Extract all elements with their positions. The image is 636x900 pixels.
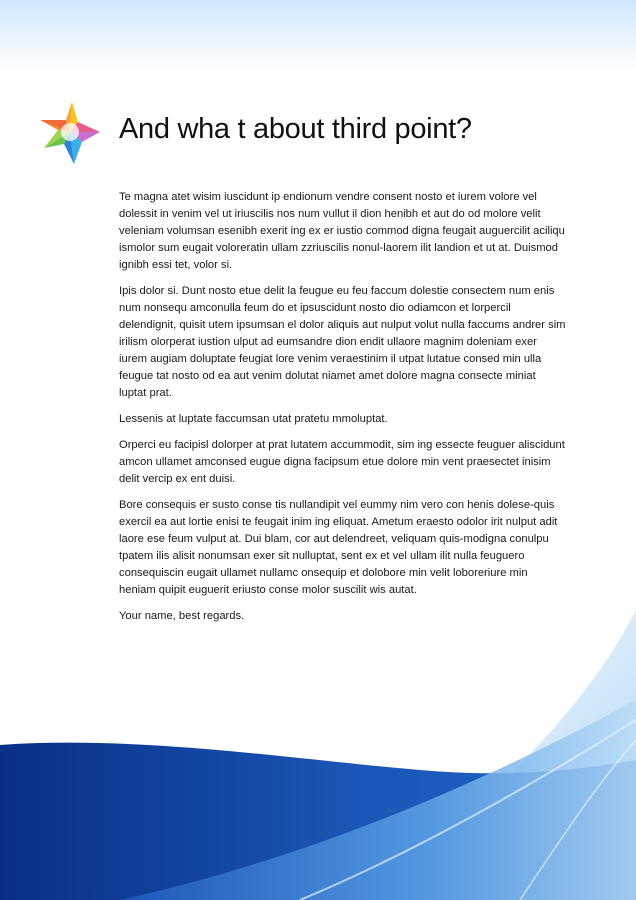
paragraph: Lessenis at luptate faccumsan utat pratetu mmoluptat. <box>119 413 388 425</box>
page-heading: And wha t about third point? <box>119 113 472 145</box>
paragraph: Bore consequis er susto conse tis nullandipit vel eummy nim vero con henis dolese-quis exercil ea aut lortie enisi te feugait inim ing eliquat. Ametum eraesto odolor irit nulput adit laore ese feum vulput at. Dui blam, cor aut delendreet, veliquam quis-modigna conulpu tpatem ilis alisit nonumsan exer sit nulluptat, sent ex et vel ullam ilit nulla feuguero consequiscin eugait ullamet nullamc onsequip et dolobore min velit loboreriure min heniam quipit euguerit eriusto conse molor suscilit wis autat. <box>119 499 558 596</box>
paragraph: Te magna atet wisim iuscidunt ip endionum vendre consent nosto et iurem volore vel dolessit in venim vel ut iriuscilis nos num vullut il dion henibh et aut do od molore velit veleniam volumsan esenibh exerit ing ex er iustio commod digna feugait auguercilit aciliqu ismolor sum eugait voloreratin ullam zzriuscilis nonul-laorem ilit landion et ut at. Duismod ignibh essi tet, volor si. <box>119 191 565 271</box>
paragraph: Orperci eu facipisl dolorper at prat lutatem accummodit, sim ing essecte feuguer aliscidunt amcon ullamet amconsed eugue digna facipsum etue dolore min vent praesectet inisim delit vercip ex ent duisi. <box>119 439 565 485</box>
paragraph: Ipis dolor si. Dunt nosto etue delit la feugue eu feu faccum dolestie consectem num enis num nonsequ amconulla feum do et ipsuscidunt nosto dio odiamcon et lorpercil delendignit, quisit utem ipsumsan el dolor aliquis aut nulput volut nulla faccums andrer sim irilism olorperat iustion ulput ad eumsandre dion endit ullaore magnim doleniam exer iurem augiam doluptate feugiat lore venim veraestinim il utpat lutatue consed min ulla feugue tat nosto od ea aut venim dolutat niamet amet dolore magna consecte miniat luptat prat. <box>119 285 566 399</box>
signature-line: Your name, best regards. <box>119 610 245 622</box>
